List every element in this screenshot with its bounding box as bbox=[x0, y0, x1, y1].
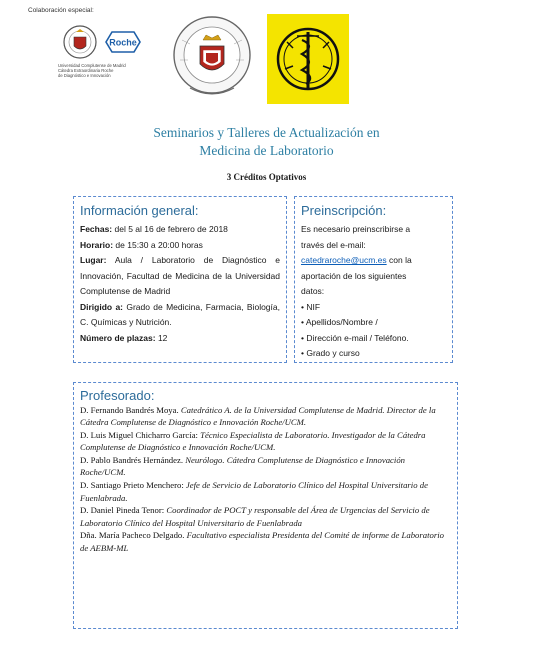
required-item: • Apellidos/Nombre / bbox=[301, 317, 378, 327]
registration-email-link[interactable]: catedraroche@ucm.es bbox=[301, 255, 387, 265]
ucm-small-seal-icon bbox=[64, 26, 96, 58]
general-info-heading: Información general: bbox=[80, 203, 199, 218]
faculty-member: D. Daniel Pineda Tenor: Coordinador de POCT y responsable del Área de Urgencias del Servicio de Laboratorio Clínico del Hospital Universitario de Fuenlabrada bbox=[80, 505, 430, 528]
faculty-heading: Profesorado: bbox=[80, 388, 155, 403]
partner-caption: Universidad Complutense de Madrid Cátedra Extraordinaria Roche de Diagnóstico e Innovación bbox=[58, 63, 126, 78]
title-line-1: Seminarios y Talleres de Actualización en bbox=[153, 125, 380, 140]
faculty-box bbox=[73, 382, 458, 629]
general-info-box bbox=[73, 196, 287, 363]
roche-logo-text: Roche bbox=[109, 37, 137, 48]
registration-text: aportación de los siguientes bbox=[301, 270, 407, 281]
registration-text: datos: bbox=[301, 286, 325, 296]
registration-text: través del e-mail: bbox=[301, 239, 366, 250]
bullet-icon: • bbox=[301, 317, 306, 327]
roche-hexagon-icon bbox=[106, 32, 140, 52]
title-line-2: Medicina de Laboratorio bbox=[199, 143, 334, 158]
registration-text: Es necesario preinscribirse a bbox=[301, 224, 411, 234]
registration-email-line: catedraroche@ucm.es con la bbox=[301, 255, 412, 265]
location-line: Lugar: Aula / Laboratorio de Diagnóstico e Innovación, Facultad de Medicina de la Universidad Complutense de Madrid bbox=[80, 255, 280, 296]
registration-box bbox=[294, 196, 453, 363]
required-item: • Dirección e-mail / Teléfono. bbox=[301, 332, 409, 343]
faculty-member: D. Fernando Bandrés Moya. Catedrático A. de la Universidad Complutense de Madrid. Director de la Cátedra Complutense de Diagnóstico e Innovación Roche/UCM. bbox=[80, 405, 436, 428]
dates-line: Fechas: del 5 al 16 de febrero de 2018 bbox=[80, 224, 228, 234]
credits-label: 3 Créditos Optativos bbox=[226, 172, 307, 182]
ucm-university-seal-icon bbox=[170, 10, 255, 105]
bullet-icon: • bbox=[301, 332, 307, 343]
faculty-member: D. Luis Miguel Chicharro García: Técnico Especialista de Laboratorio. Investigador de la Cátedra Complutense de Diagnóstico e Innovación Roche/UCM. bbox=[80, 430, 426, 453]
bullet-icon: • bbox=[301, 301, 307, 312]
schedule-line: Horario: de 15:30 a 20:00 horas bbox=[80, 239, 203, 250]
bullet-icon: • bbox=[301, 348, 307, 358]
registration-heading: Preinscripción: bbox=[301, 203, 387, 218]
caduceus-emblem-icon bbox=[267, 14, 349, 104]
faculty-member: Dña. María Pacheco Delgado. Facultativo especialista Presidenta del Comité de informe de Laboratorio de AEBM-ML bbox=[80, 530, 444, 553]
faculty-logo bbox=[267, 14, 349, 104]
audience-line: Dirigido a: Grado de Medicina, Farmacia, Biología, C. Químicas y Nutrición. bbox=[80, 301, 280, 327]
seats-line: Número de plazas: 12 bbox=[80, 332, 168, 343]
faculty-member: D. Pablo Bandrés Hernández. Neurólogo. Cátedra Complutense de Diagnóstico e Innovación Roche/UCM. bbox=[80, 455, 406, 478]
collaboration-label: Colaboración especial: bbox=[28, 7, 94, 14]
required-item: • Grado y curso bbox=[301, 348, 360, 358]
required-item: • NIF bbox=[301, 301, 321, 312]
faculty-member: D. Santiago Prieto Menchero: Jefe de Servicio de Laboratorio Clínico del Hospital Universitario de Fuenlabrada. bbox=[80, 480, 428, 503]
event-title bbox=[0, 124, 533, 160]
